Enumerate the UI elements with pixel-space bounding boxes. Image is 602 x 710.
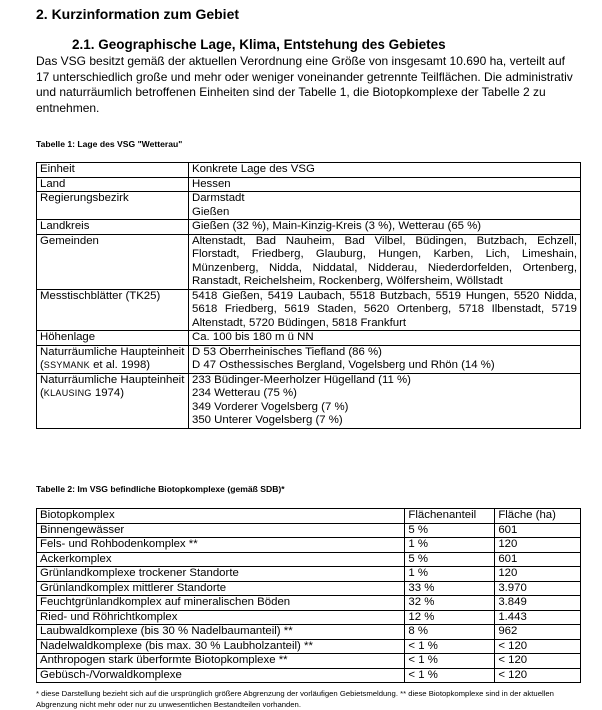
- table-cell-value: [189, 373, 581, 428]
- biotope-name-cell: Grünlandkomplexe trockener Standorte: [37, 567, 405, 582]
- area-cell: < 120: [495, 639, 581, 654]
- table-cell-value: Ca. 100 bis 180 m ü NN: [189, 331, 581, 346]
- biotope-name-cell: Ried- und Röhrichtkomplex: [37, 610, 405, 625]
- table-row: [37, 552, 581, 567]
- area-cell: 601: [495, 552, 581, 567]
- biotope-name-cell: Feuchtgrünlandkomplex auf mineralischen Böden: [37, 596, 405, 611]
- biotope-name-cell: Gebüsch-/Vorwaldkomplexe: [37, 668, 405, 683]
- share-cell: 1 %: [405, 538, 495, 553]
- table-cell-key: [37, 345, 189, 373]
- table-cell-key: Gemeinden: [37, 234, 189, 289]
- biotope-name-cell: Binnengewässer: [37, 523, 405, 538]
- footnote: * diese Darstellung bezieht sich auf die ursprünglich größere Abgrenzung der vorläufigen Gebietsmeldung. ** diese Biotopkomplexe sind in der aktuellen Abgrenzung nicht mehr oder nur zu unwesentlichen Bestandteilen vorhanden.: [36, 689, 554, 709]
- area-cell: 120: [495, 538, 581, 553]
- table-cell-key: Landkreis: [37, 220, 189, 235]
- value-line: Gießen: [192, 205, 230, 218]
- table1-caption: Tabelle 1: Lage des VSG "Wetterau": [36, 139, 183, 149]
- table-row: [37, 596, 581, 611]
- share-cell: 8 %: [405, 625, 495, 640]
- table-row: [37, 610, 581, 625]
- table-cell-value: Konkrete Lage des VSG: [189, 163, 581, 178]
- author-name: KLAUSING: [43, 388, 92, 398]
- key-rest: 1974): [91, 387, 125, 399]
- table-cell-value: [189, 192, 581, 220]
- column-header: Fläche (ha): [495, 509, 581, 524]
- share-cell: < 1 %: [405, 654, 495, 669]
- value-line: D 47 Osthessisches Bergland, Vogelsberg und Rhön (14 %): [192, 359, 495, 371]
- table-row: [37, 581, 581, 596]
- table-row: [37, 373, 581, 428]
- biotope-table-body: [37, 523, 581, 683]
- value-line: D 53 Oberrheinisches Tiefland (86 %): [192, 345, 382, 358]
- table-row: [37, 220, 581, 235]
- biotope-table: [36, 508, 581, 683]
- subsection-heading: 2.1. Geographische Lage, Klima, Entstehung des Gebietes: [72, 37, 446, 52]
- share-cell: 5 %: [405, 523, 495, 538]
- table-cell-value: 5418 Gießen, 5419 Laubach, 5518 Butzbach, 5519 Hungen, 5520 Nidda, 5618 Friedberg, 5619 Staden, 5620 Ortenberg, 5718 Ilbenstadt, 5719 Altenstadt, 5720 Büdingen, 5818 Frankfurt: [189, 289, 581, 331]
- location-table: [36, 162, 581, 429]
- biotope-name-cell: Nadelwaldkomplexe (bis max. 30 % Laubholzanteil) **: [37, 639, 405, 654]
- table-row: [37, 538, 581, 553]
- table-row: [37, 177, 581, 192]
- share-cell: < 1 %: [405, 668, 495, 683]
- biotope-name-cell: Fels- und Rohbodenkomplex **: [37, 538, 405, 553]
- share-cell: 5 %: [405, 552, 495, 567]
- table-row: [37, 639, 581, 654]
- key-main: Naturräumliche Haupteinheit: [40, 373, 185, 386]
- table-cell-value: [189, 345, 581, 373]
- biotope-name-cell: Grünlandkomplex mittlerer Standorte: [37, 581, 405, 596]
- value-line: 234 Wetterau (75 %): [192, 387, 297, 399]
- area-cell: 120: [495, 567, 581, 582]
- column-header: Biotopkomplex: [37, 509, 405, 524]
- table-row: [37, 163, 581, 178]
- table-cell-key: Einheit: [37, 163, 189, 178]
- area-cell: 1.443: [495, 610, 581, 625]
- table-row: [37, 192, 581, 220]
- table-cell-key: [37, 373, 189, 428]
- table-cell-value: Hessen: [189, 177, 581, 192]
- table-row: [37, 289, 581, 331]
- intro-paragraph: Das VSG besitzt gemäß der aktuellen Verordnung eine Größe von insgesamt 10.690 ha, verteilt auf 17 unterschiedlich große und mehr oder weniger voneinander getrennte Teilflächen. Die administrativ und naturräumlich betroffenen Einheiten sind der Tabelle 1, die Biotopkomplexe der Tabelle 2 zu entnehmen.: [36, 54, 573, 115]
- value-line: 349 Vorderer Vogelsberg (7 %): [192, 400, 349, 413]
- table-row: [37, 331, 581, 346]
- column-header: Flächenanteil: [405, 509, 495, 524]
- value-line: 350 Unterer Vogelsberg (7 %): [192, 414, 343, 426]
- key-main: Naturräumliche Haupteinheit: [40, 345, 185, 358]
- key-rest: et al. 1998): [89, 359, 151, 371]
- table-cell-key: Höhenlage: [37, 331, 189, 346]
- area-cell: < 120: [495, 668, 581, 683]
- share-cell: 12 %: [405, 610, 495, 625]
- biotope-name-cell: Ackerkomplex: [37, 552, 405, 567]
- table-cell-value: Gießen (32 %), Main-Kinzig-Kreis (3 %), Wetterau (65 %): [189, 220, 581, 235]
- share-cell: < 1 %: [405, 639, 495, 654]
- area-cell: 962: [495, 625, 581, 640]
- table-row: [37, 234, 581, 289]
- author-name: SSYMANK: [43, 360, 90, 370]
- table-cell-key: Regierungsbezirk: [37, 192, 189, 220]
- area-cell: 3.970: [495, 581, 581, 596]
- key-open: (: [40, 387, 44, 399]
- biotope-name-cell: Anthropogen stark überformte Biotopkomplexe **: [37, 654, 405, 669]
- table-cell-key: Land: [37, 177, 189, 192]
- table-cell-value: Altenstadt, Bad Nauheim, Bad Vilbel, Büdingen, Butzbach, Echzell, Florstadt, Friedberg, Glauburg, Hungen, Karben, Lich, Limeshain, Münzenberg, Nidda, Niddatal, Nidderau, Niederdorfelden, Ortenberg, Ranstadt, Reichelsheim, Rockenberg, Wölfersheim, Wöllstadt: [189, 234, 581, 289]
- table-row: [37, 345, 581, 373]
- key-open: (: [40, 359, 44, 371]
- area-cell: 3.849: [495, 596, 581, 611]
- table-cell-key: Messtischblätter (TK25): [37, 289, 189, 331]
- share-cell: 33 %: [405, 581, 495, 596]
- table-header-row: [37, 509, 581, 524]
- table2-caption: Tabelle 2: Im VSG befindliche Biotopkomplexe (gemäß SDB)*: [36, 484, 285, 494]
- table-row: [37, 668, 581, 683]
- value-line: Darmstadt: [192, 192, 245, 204]
- table-row: [37, 654, 581, 669]
- table-row: [37, 523, 581, 538]
- table-row: [37, 625, 581, 640]
- section-heading: 2. Kurzinformation zum Gebiet: [36, 6, 240, 22]
- table-row: [37, 567, 581, 582]
- area-cell: < 120: [495, 654, 581, 669]
- area-cell: 601: [495, 523, 581, 538]
- value-line: 233 Büdinger-Meerholzer Hügelland (11 %): [192, 373, 411, 386]
- share-cell: 32 %: [405, 596, 495, 611]
- share-cell: 1 %: [405, 567, 495, 582]
- biotope-name-cell: Laubwaldkomplexe (bis 30 % Nadelbaumanteil) **: [37, 625, 405, 640]
